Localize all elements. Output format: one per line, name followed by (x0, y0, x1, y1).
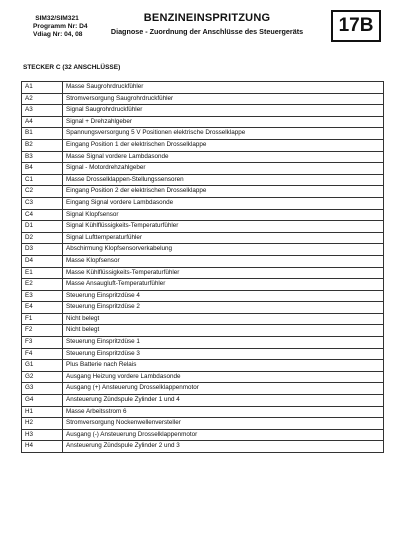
pin-cell: A4 (22, 116, 63, 128)
table-row (22, 418, 384, 430)
description-cell: Masse Drosselklappen-Stellungssensoren (63, 174, 384, 186)
table-row (22, 429, 384, 441)
description-cell: Spannungsversorgung 5 V Positionen elektrische Drosselklappe (63, 128, 384, 140)
table-row (22, 232, 384, 244)
table-row (22, 186, 384, 198)
table-row (22, 360, 384, 372)
pin-cell: H4 (22, 441, 63, 453)
description-cell: Abschirmung Klopfsensorverkabelung (63, 244, 384, 256)
table-row (22, 348, 384, 360)
description-cell: Stromversorgung Nockenwellenversteller (63, 418, 384, 430)
pin-assignment-table (21, 81, 384, 453)
description-cell: Masse Ansaugluft-Temperaturfühler (63, 279, 384, 291)
pin-cell: B1 (22, 128, 63, 140)
description-cell: Ansteuerung Zündspule Zylinder 2 und 3 (63, 441, 384, 453)
code-line-vdiag: Vdiag Nr: 04, 08 (33, 31, 83, 38)
pin-cell: C2 (22, 186, 63, 198)
table-row (22, 116, 384, 128)
pin-cell: E4 (22, 302, 63, 314)
document-code-block (33, 15, 88, 39)
description-cell: Ausgang (+) Ansteuerung Drosselklappenmotor (63, 383, 384, 395)
table-row (22, 209, 384, 221)
table-row (22, 325, 384, 337)
table-row (22, 406, 384, 418)
pin-cell: E3 (22, 290, 63, 302)
pin-cell: G1 (22, 360, 63, 372)
pin-cell: D4 (22, 255, 63, 267)
pin-cell: A3 (22, 105, 63, 117)
description-cell: Signal Kühlflüssigkeits-Temperaturfühler (63, 221, 384, 233)
table-row (22, 197, 384, 209)
table-row (22, 174, 384, 186)
pin-cell: F3 (22, 337, 63, 349)
pin-cell: A2 (22, 93, 63, 105)
pin-cell: A1 (22, 82, 63, 94)
table-row (22, 371, 384, 383)
description-cell: Ausgang Heizung vordere Lambdasonde (63, 371, 384, 383)
table-row (22, 93, 384, 105)
description-cell: Signal Klopfsensor (63, 209, 384, 221)
description-cell: Plus Batterie nach Relais (63, 360, 384, 372)
table-row (22, 244, 384, 256)
section-title: STECKER C (32 ANSCHLÜSSE) (23, 64, 121, 71)
pin-cell: C4 (22, 209, 63, 221)
description-cell: Signal Lufttemperaturfühler (63, 232, 384, 244)
description-cell: Nicht belegt (63, 313, 384, 325)
table-row (22, 128, 384, 140)
description-cell: Eingang Position 2 der elektrischen Drosselklappe (63, 186, 384, 198)
table-row (22, 337, 384, 349)
table-row (22, 313, 384, 325)
pin-cell: E2 (22, 279, 63, 291)
table-row (22, 151, 384, 163)
pin-cell: G4 (22, 395, 63, 407)
description-cell: Nicht belegt (63, 325, 384, 337)
pin-cell: F2 (22, 325, 63, 337)
pin-cell: H2 (22, 418, 63, 430)
table-row (22, 105, 384, 117)
code-line-model: SIM32/SIM321 (35, 15, 79, 22)
pin-cell: H3 (22, 429, 63, 441)
pin-cell: H1 (22, 406, 63, 418)
table-row (22, 279, 384, 291)
description-cell: Eingang Signal vordere Lambdasonde (63, 197, 384, 209)
description-cell: Signal - Motordrehzahlgeber (63, 163, 384, 175)
pin-cell: E1 (22, 267, 63, 279)
description-cell: Masse Kühlflüssigkeits-Temperaturfühler (63, 267, 384, 279)
table-row (22, 441, 384, 453)
description-cell: Eingang Position 1 der elektrischen Drosselklappe (63, 139, 384, 151)
description-cell: Signal + Drehzahlgeber (63, 116, 384, 128)
pin-cell: D3 (22, 244, 63, 256)
pin-cell: C3 (22, 197, 63, 209)
description-cell: Stromversorgung Saugrohrdruckfühler (63, 93, 384, 105)
pin-cell: B4 (22, 163, 63, 175)
description-cell: Steuerung Einspritzdüse 2 (63, 302, 384, 314)
description-cell: Steuerung Einspritzdüse 1 (63, 337, 384, 349)
table-row (22, 383, 384, 395)
page-title: BENZINEINSPRITZUNG (143, 12, 271, 24)
pin-cell: F1 (22, 313, 63, 325)
pin-cell: G3 (22, 383, 63, 395)
description-cell: Signal Saugrohrdruckfühler (63, 105, 384, 117)
description-cell: Steuerung Einspritzdüse 3 (63, 348, 384, 360)
table-row (22, 395, 384, 407)
pin-cell: F4 (22, 348, 63, 360)
table-row (22, 255, 384, 267)
table-row (22, 139, 384, 151)
table-row (22, 290, 384, 302)
code-line-program: Programm Nr: D4 (33, 23, 88, 30)
description-cell: Steuerung Einspritzdüse 4 (63, 290, 384, 302)
description-cell: Masse Saugrohrdruckfühler (63, 82, 384, 94)
pin-cell: D2 (22, 232, 63, 244)
description-cell: Masse Arbeitsstrom 6 (63, 406, 384, 418)
pin-cell: B3 (22, 151, 63, 163)
pin-cell: G2 (22, 371, 63, 383)
description-cell: Masse Klopfsensor (63, 255, 384, 267)
table-row (22, 163, 384, 175)
table-row (22, 221, 384, 233)
pin-cell: D1 (22, 221, 63, 233)
description-cell: Ansteuerung Zündspule Zylinder 1 und 4 (63, 395, 384, 407)
table-row (22, 82, 384, 94)
pin-cell: C1 (22, 174, 63, 186)
table-row (22, 302, 384, 314)
chapter-badge: 17B (331, 10, 381, 42)
pin-cell: B2 (22, 139, 63, 151)
description-cell: Ausgang (-) Ansteuerung Drosselklappenmotor (63, 429, 384, 441)
table-row (22, 267, 384, 279)
description-cell: Masse Signal vordere Lambdasonde (63, 151, 384, 163)
page-subtitle: Diagnose - Zuordnung der Anschlüsse des Steuergeräts (110, 27, 304, 36)
pin-table-body (22, 82, 384, 453)
